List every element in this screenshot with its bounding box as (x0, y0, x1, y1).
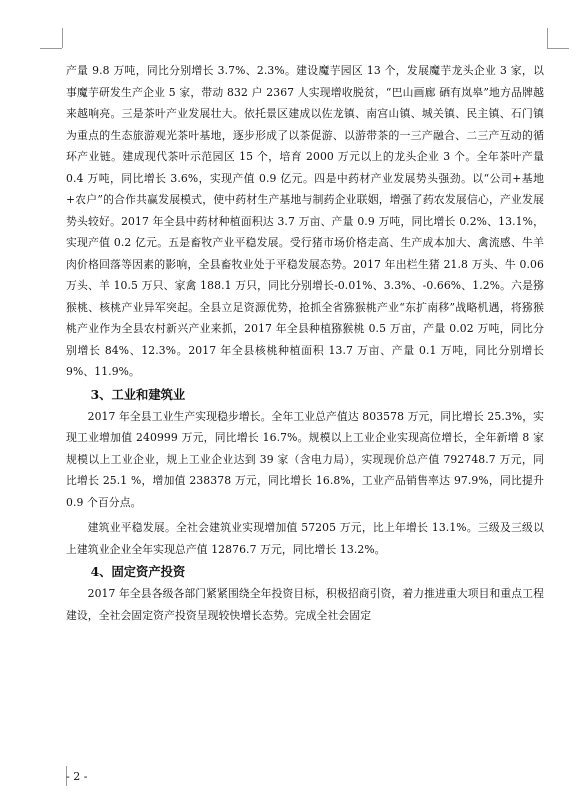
paragraph-construction: 建筑业平稳发展。全社会建筑业实现增加值 57205 万元，比上年增长 13.1%。三级及三级以上建筑业企业全年实现总产值 12876.7 万元，同比增长 13.2%。 (66, 521, 544, 556)
crop-mark-top-left-v (62, 28, 63, 48)
crop-mark-top-right-v (547, 28, 548, 48)
crop-mark-top-left-h (40, 48, 62, 49)
text-column (66, 60, 544, 626)
crop-mark-top-right-h (547, 48, 569, 49)
page-number: - 2 - (66, 770, 88, 783)
paragraph-investment: 2017 年全县各级各部门紧紧围绕全年投资目标，积极招商引资，着力推进重大项目和重点工程建设，全社会固定资产投资呈现较快增长态势。完成全社会固定 (66, 587, 544, 622)
paragraph-industry: 2017 年全县工业生产实现稳步增长。全年工业总产值达 803578 万元，同比增长 25.3%，实现工业增加值 240999 万元，同比增长 16.7%。规模以上工业企业实现高位增长，全年新增 8 家规模以上工业企业，规上工业企业达到 39 家（含电力局），实现现价总产值 792748.7 万元，同比增长 25.1 %，增加值 238378 万元，同比增长 16.8%，工业产品销售率达 97.9%，同比提升 0.9 个百分点。 (66, 409, 545, 509)
section-heading-industry: 3、工业和建筑业 (90, 386, 186, 402)
paragraph-agriculture: 产量 9.8 万吨，同比分别增长 3.7%、2.3%。建设魔芋园区 13 个，发展魔芋龙头企业 3 家，以事魔芋研发生产企业 5 家，带动 832 户 2367 人实现增收脱贫，“巴山画廊 硒有岚皋”地方品牌越来越响亮。三是茶叶产业发展壮大。依托景区建成以佐龙镇、南宫山镇、城关镇、民主镇、石门镇为重点的生态旅游观光茶叶基地，逐步形成了以茶促游、以游带茶的一三产融合、二三产互动的循环产业链。建成现代茶叶示范园区 15 个，培育 2000 万元以上的龙头企业 3 个。全年茶叶产量 0.4 万吨，同比增长 3.6%，实现产值 0.9 亿元。四是中药材产业发展势头强劲。以“公司+基地+农户”的合作共赢发展模式，使中药材生产基地与制药企业联姻，增强了药农发展信心，产业发展势头较好。2017 年全县中药材种植面积达 3.7 万亩、产量 0.9 万吨，同比增长 0.2%、13.1%，实现产值 0.2 亿元。五是畜牧产业平稳发展。受行猪市场价格走高、生产成本加大、禽流感、牛羊肉价格回落等因素的影响，全县畜牧业处于平稳发展态势。2017 年出栏生猪 21.8 万头、牛 0.06 万头、羊 10.5 万只、家禽 188.1 万只，同比分别增长-0.01%、3.3%、-0.66%、1.2%。六是猕猴桃、核桃产业异军突起。全县立足资源优势，抢抓全省猕猴桃产业“东扩南移”战略机遇，将猕猴桃产业作为全县农村新兴产业来抓，2017 年全县种植猕猴桃 0.5 万亩，产量 0.02 万吨，同比分别增长 84%、12.3%。2017 年全县核桃种植面积 13.7 万亩、产量 0.1 万吨，同比分别增长 9%、11.9%。 (66, 64, 544, 378)
section-heading-investment: 4、固定资产投资 (90, 564, 186, 579)
